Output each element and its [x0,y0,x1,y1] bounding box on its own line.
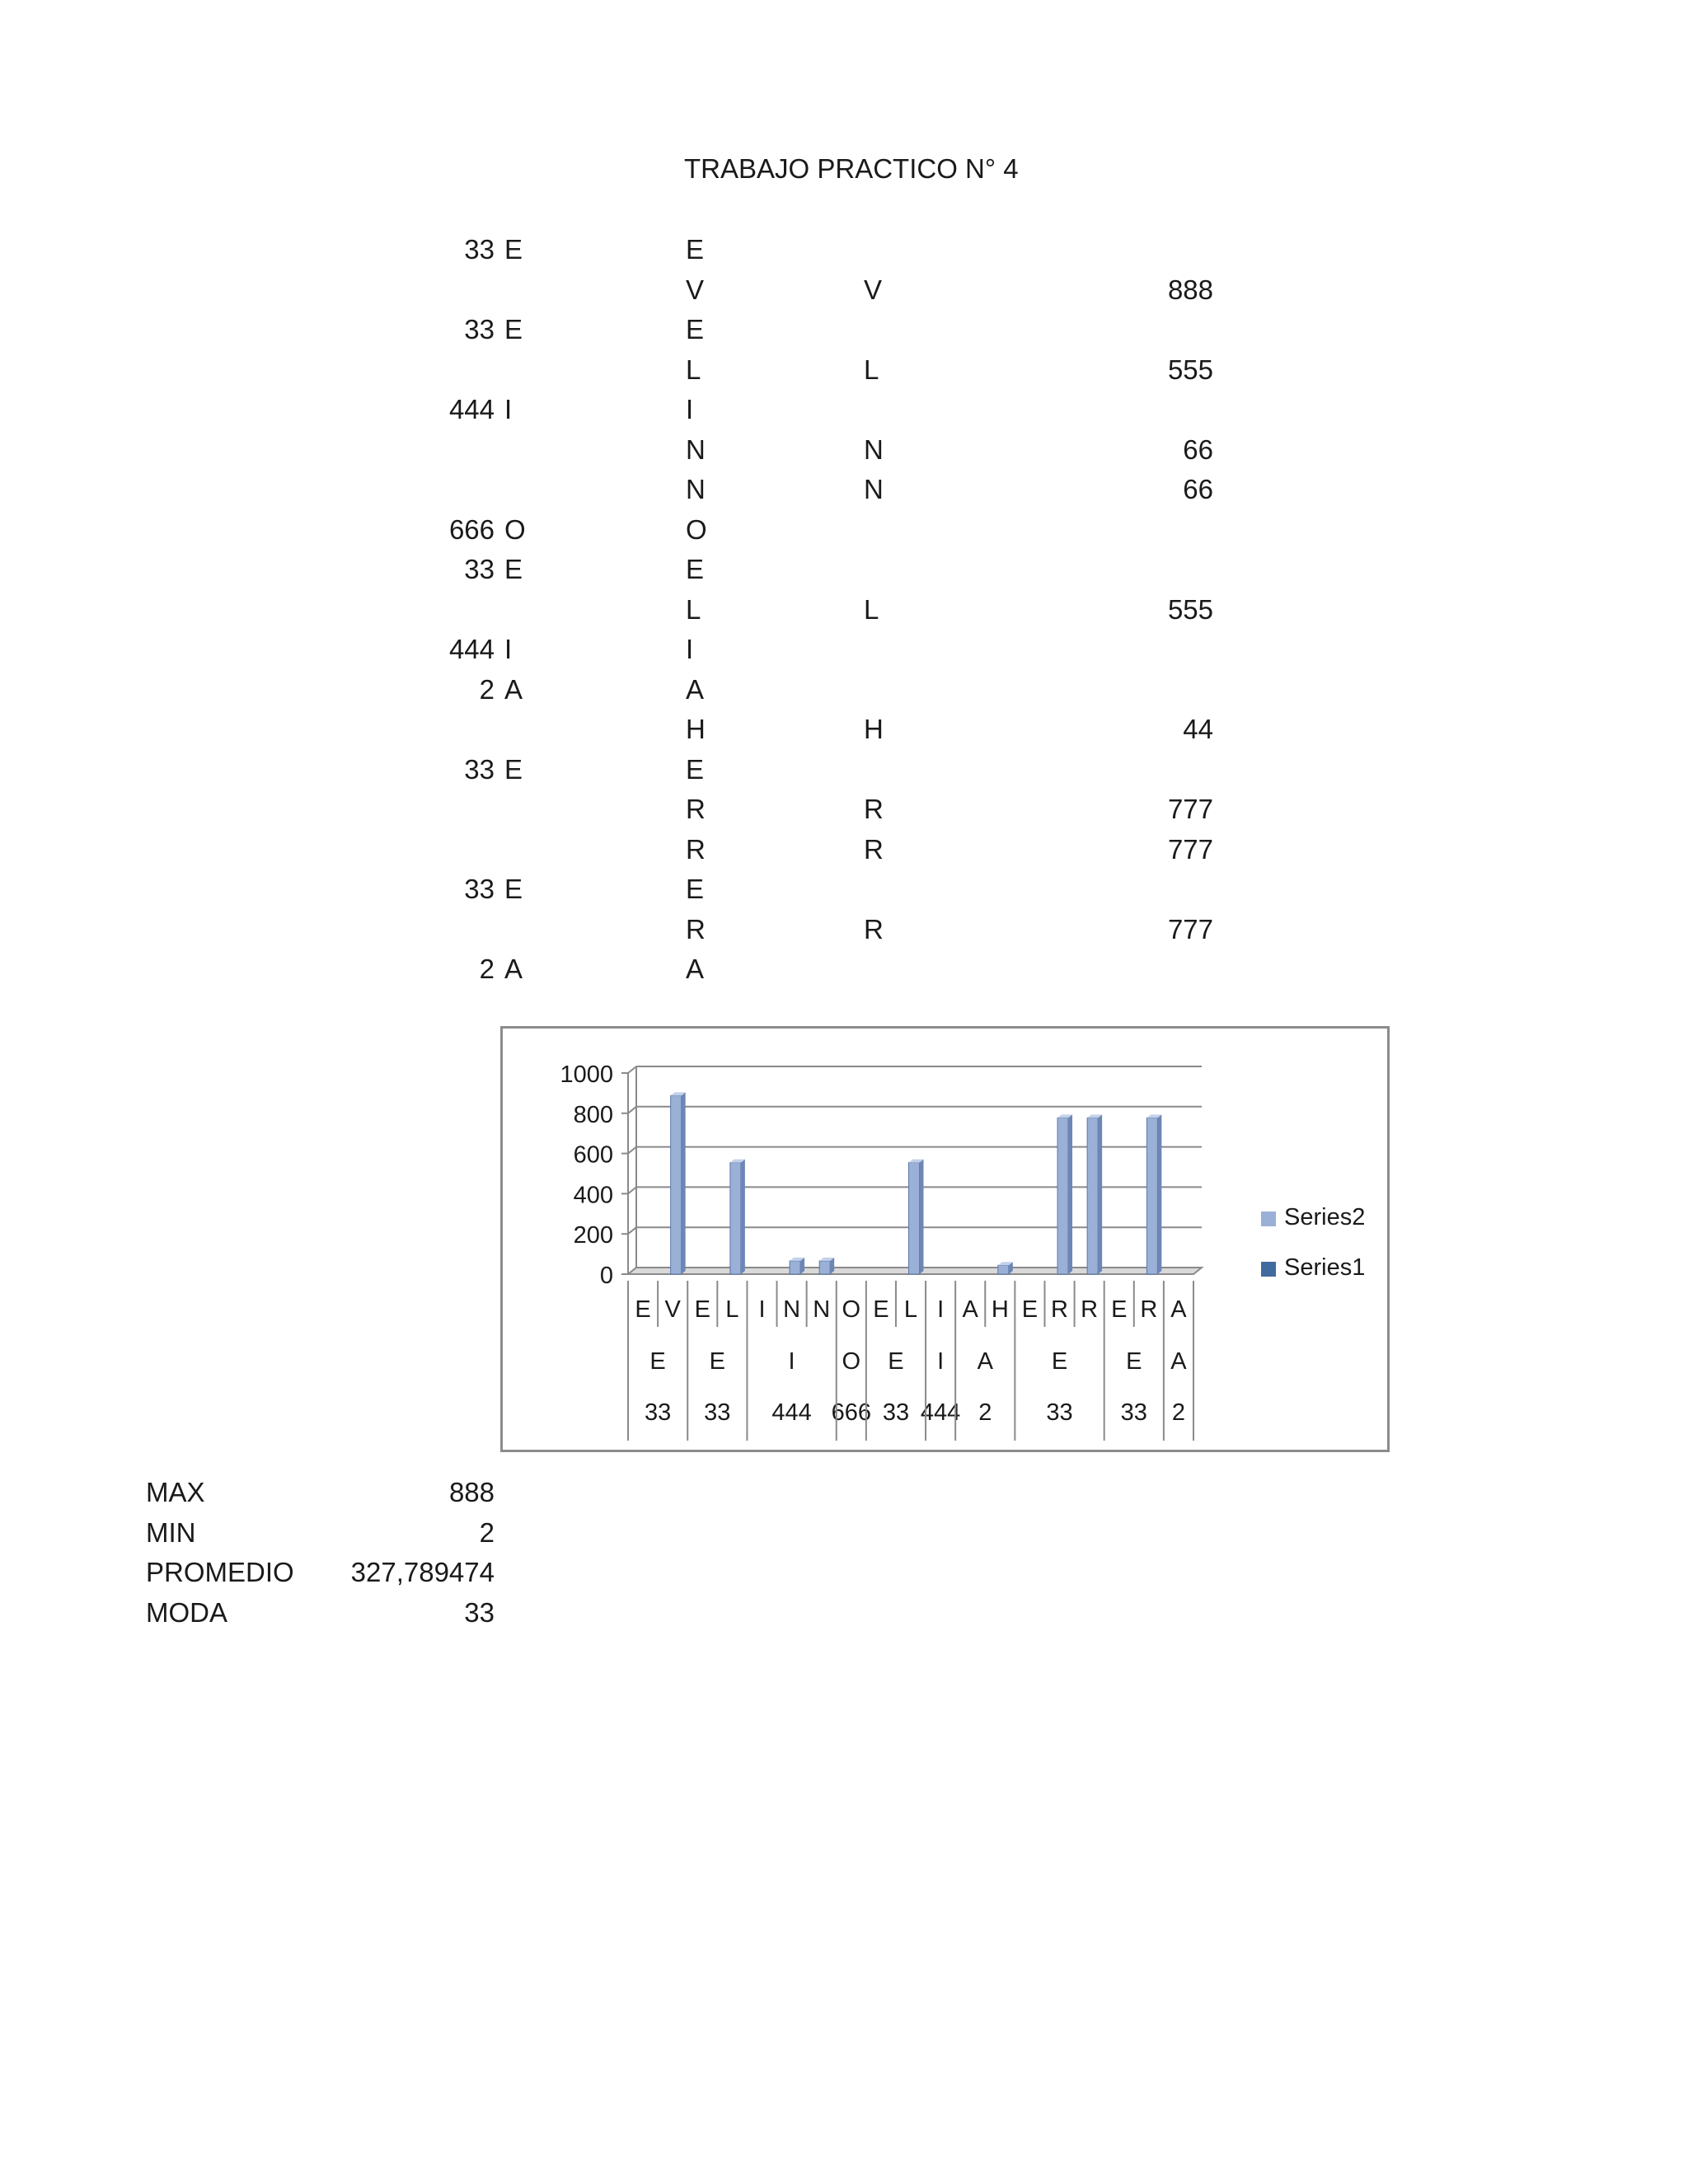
x-category-label: L [725,1296,739,1323]
table-cell-c: E [686,753,705,785]
x-group-label-3: 33 [644,1399,672,1426]
gridline-side [628,1227,636,1234]
bar [790,1261,800,1274]
table-cell-d: L [864,593,879,625]
table-cell-a: 2 [479,673,495,705]
stat-label: MAX [146,1477,205,1507]
bar [671,1095,682,1274]
table-cell-c: V [686,274,705,305]
bar-chart [500,1026,1390,1452]
table-cell-b: A [504,954,523,984]
table-cell-e: 888 [1167,274,1213,305]
table-cell-d: L [864,354,879,385]
x-group-label-2: I [788,1348,795,1375]
table-cell-a: 2 [479,954,495,984]
x-category-label: N [783,1296,801,1323]
table-cell-b: E [504,874,523,904]
bar [819,1261,830,1274]
legend-label: Series2 [1284,1204,1366,1230]
table-cell-c: I [686,634,694,664]
bar-side [1098,1114,1102,1274]
y-tick-label: 1000 [560,1062,613,1088]
x-group-label-3: 33 [1046,1399,1073,1426]
x-category-label: L [903,1296,918,1323]
table-cell-d: R [864,833,884,865]
x-group-label-2: E [1126,1348,1142,1375]
table-cell-d: R [864,913,884,944]
gridline-side [628,1187,636,1193]
x-category-label: H [991,1296,1009,1323]
x-category-label: R [1081,1296,1099,1323]
table-cell-a: 33 [464,314,495,344]
x-category-label: E [1111,1296,1128,1323]
table-cell-a: 33 [464,234,495,265]
bar-side [682,1092,686,1274]
table-cell-c: R [686,913,706,944]
table-cell-c: H [686,714,706,744]
table-cell-d: N [864,474,884,504]
x-group-label-2: E [649,1348,666,1375]
table-cell-c: R [686,833,706,865]
x-category-label: A [1170,1296,1187,1323]
y-tick-label: 200 [573,1222,613,1249]
gridline-side [628,1066,636,1073]
table-cell-b: E [504,753,523,785]
bar-side [741,1160,745,1274]
x-group-label-2: E [888,1348,904,1375]
stat-value: 33 [464,1596,495,1628]
table-cell-a: 33 [464,753,495,785]
bar [909,1163,920,1274]
bar [1057,1118,1068,1274]
table-cell-e: 777 [1167,794,1213,824]
table-cell-c: E [686,874,705,904]
x-category-label: A [962,1296,978,1323]
table-cell-a: 33 [464,874,495,904]
table-cell-a: 444 [448,394,495,424]
x-category-label: V [664,1296,681,1323]
table-cell-c: L [686,354,701,385]
table-cell-c: I [686,394,694,424]
table-cell-a: 666 [448,513,495,545]
table-cell-c: N [686,474,706,504]
chart-canvas [503,1029,1387,1450]
x-group-label-3: 33 [704,1399,731,1426]
x-category-label: E [635,1296,651,1323]
x-category-label: E [1021,1296,1039,1323]
x-group-label-2: E [709,1348,725,1375]
table-cell-e: 555 [1167,354,1213,385]
table-cell-b: E [504,314,523,344]
table-cell-a: 444 [448,634,495,664]
bar [998,1265,1009,1274]
table-cell-b: I [504,634,513,664]
table-cell-b: E [504,234,523,265]
stat-label: MODA [146,1596,227,1628]
x-group-label-3: 444 [771,1399,812,1426]
stat-value: 327,789474 [350,1557,495,1587]
x-group-label-3: 33 [1120,1399,1147,1426]
table-cell-e: 777 [1167,833,1213,865]
table-cell-e: 66 [1183,434,1213,465]
table-cell-e: 555 [1167,593,1213,625]
x-category-label: R [1140,1296,1158,1323]
y-tick-label: 400 [573,1182,613,1209]
x-category-label: E [873,1296,889,1323]
y-tick-label: 0 [599,1263,613,1289]
stat-value: 888 [448,1477,495,1507]
bar [730,1163,741,1274]
bar [1087,1118,1098,1274]
x-group-label-2: A [1170,1348,1187,1375]
table-cell-c: N [686,434,706,465]
x-group-label-2: A [977,1348,993,1375]
x-category-label: E [694,1296,710,1323]
x-category-label: N [813,1296,831,1323]
bar-side [1068,1114,1072,1274]
legend-swatch [1261,1212,1276,1226]
table-cell-c: L [686,593,701,625]
x-category-label: I [937,1296,945,1323]
table-cell-c: A [686,954,705,984]
table-cell-b: I [504,394,513,424]
table-cell-c: E [686,554,705,584]
stat-label: MIN [146,1516,196,1548]
table-cell-c: E [686,234,705,265]
table-cell-b: E [504,554,523,584]
x-group-label-3: 2 [978,1399,992,1426]
table-cell-d: V [864,274,883,305]
stat-label: PROMEDIO [146,1557,294,1587]
x-group-label-2: I [937,1348,945,1375]
y-tick-label: 800 [573,1101,613,1128]
table-cell-a: 33 [464,554,495,584]
page-title: TRABAJO PRACTICO N° 4 [684,153,1019,184]
table-cell-b: O [504,513,526,545]
legend-swatch [1261,1262,1276,1277]
table-cell-e: 777 [1167,913,1213,944]
table-cell-c: A [686,673,705,705]
table-cell-c: E [686,314,705,344]
x-category-label: O [842,1296,861,1323]
gridline-side [628,1107,636,1113]
x-group-label-2: E [1051,1348,1068,1375]
gridline-side [628,1147,636,1154]
table-cell-e: 66 [1183,474,1213,504]
x-group-label-3: 444 [920,1399,961,1426]
table-cell-d: H [864,714,884,744]
x-category-label: R [1051,1296,1069,1323]
y-tick-label: 600 [573,1141,613,1169]
table-cell-d: R [864,794,884,824]
table-cell-c: R [686,794,706,824]
bar-side [920,1160,924,1274]
bar [1146,1118,1157,1274]
table-cell-b: A [504,673,523,705]
table-cell-d: N [864,434,884,465]
table-cell-e: 44 [1183,714,1213,744]
stat-value: 2 [479,1516,495,1548]
legend-label: Series1 [1284,1254,1366,1281]
table-cell-c: O [686,513,707,545]
x-group-label-2: O [842,1348,861,1375]
x-group-label-3: 666 [831,1399,871,1426]
x-group-label-3: 33 [882,1399,910,1426]
bar-side [1157,1114,1161,1274]
x-category-label: I [758,1296,766,1323]
x-group-label-3: 2 [1171,1399,1186,1426]
